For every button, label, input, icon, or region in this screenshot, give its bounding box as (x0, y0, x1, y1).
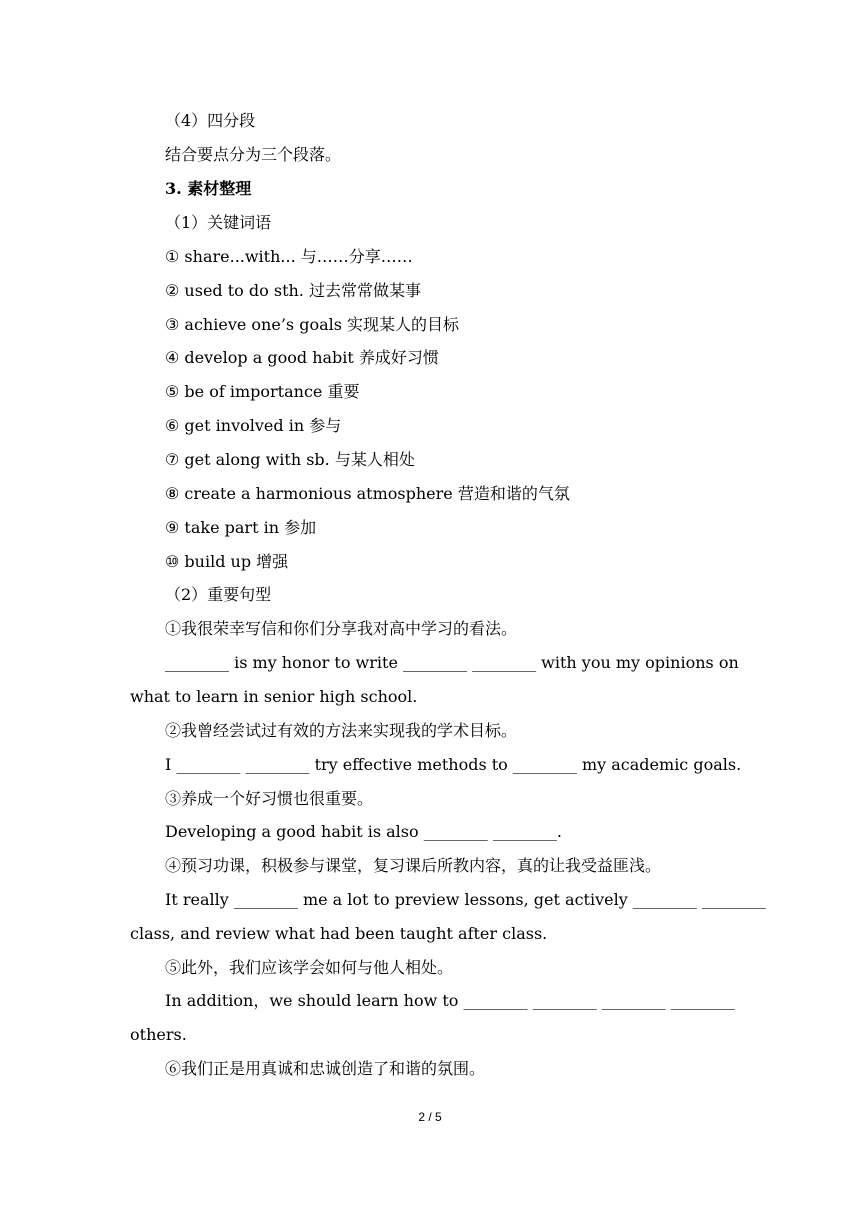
keyword-item: ① share...with... 与……分享…… (165, 247, 413, 266)
keyword-item: ⑦ get along with sb. 与某人相处 (165, 450, 415, 469)
sentence-english: ________ is my honor to write ________ ________ with you my opinions on (165, 653, 739, 672)
sentence-chinese: ②我曾经尝试过有效的方法来实现我的学术目标。 (165, 721, 518, 740)
sentence-chinese: ⑥我们正是用真诚和忠诚创造了和谐的氛围。 (165, 1059, 486, 1078)
sentence-english-cont: others. (130, 1025, 187, 1044)
sentence-english: It really ________ me a lot to preview lessons, get actively ________ ________ (165, 890, 766, 909)
keyword-item: ④ develop a good habit 养成好习惯 (165, 348, 439, 367)
keyword-item: ⑤ be of importance 重要 (165, 382, 360, 401)
section-heading: 3. 素材整理 (165, 179, 252, 198)
keyword-item: ③ achieve one’s goals 实现某人的目标 (165, 315, 460, 334)
sentence-english: Developing a good habit is also ________ ________. (165, 822, 562, 841)
subheading-sentences: （2）重要句型 (165, 585, 272, 604)
keyword-item: ⑨ take part in 参加 (165, 518, 317, 537)
keyword-item: ⑩ build up 增强 (165, 552, 289, 571)
text-line: 结合要点分为三个段落。 (165, 145, 342, 164)
keyword-item: ⑥ get involved in 参与 (165, 416, 342, 435)
keyword-item: ⑧ create a harmonious atmosphere 营造和谐的气氛 (165, 484, 570, 503)
sentence-chinese: ④预习功课，积极参与课堂，复习课后所教内容，真的让我受益匪浅。 (165, 856, 662, 875)
page-number: 2 / 5 (418, 1110, 442, 1124)
sentence-chinese: ⑤此外，我们应该学会如何与他人相处。 (165, 958, 454, 977)
keyword-item: ② used to do sth. 过去常常做某事 (165, 281, 421, 300)
sentence-chinese: ③养成一个好习惯也很重要。 (165, 789, 374, 808)
sentence-chinese: ①我很荣幸写信和你们分享我对高中学习的看法。 (165, 619, 518, 638)
sentence-english: In addition，we should learn how to ________ ________ ________ ________ (165, 991, 735, 1010)
sentence-english: I ________ ________ try effective methods to ________ my academic goals. (165, 755, 742, 774)
heading-four-paragraphs: （4）四分段 (165, 111, 256, 130)
subheading-keywords: （1）关键词语 (165, 213, 272, 232)
sentence-english-cont: class, and review what had been taught after class. (130, 924, 548, 943)
sentence-english-cont: what to learn in senior high school. (130, 687, 418, 706)
